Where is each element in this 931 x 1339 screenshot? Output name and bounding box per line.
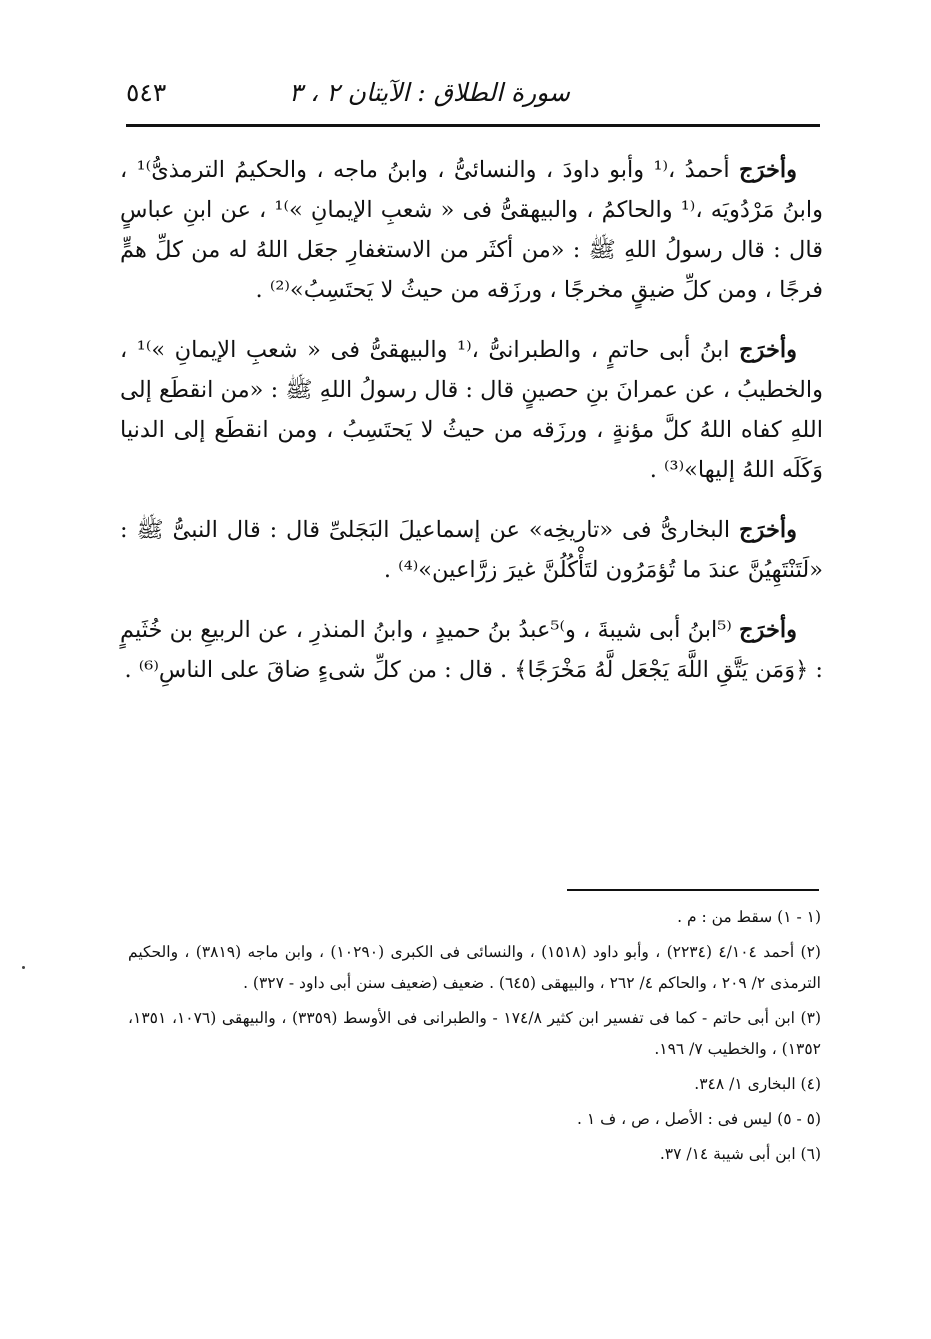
paragraph-text: البخارىُّ فى «تاريخِه» عن إسماعيلَ البَجَلىِّ قال : قال النبىُّ ﷺ : «لَتَنْتَهِيُنَّ عندَ ما تُؤمَرُون لتَأْكُلُنَّ غيرَ زرَّاعين»⁽⁴⁾ .: [120, 517, 823, 583]
footnote-2: (٢) أحمد ٤/١٠٤ (٢٢٣٤) ، وأبو داود (١٥١٨) ، والنسائى فى الكبرى (١٠٢٩٠) ، وابن ماجه (٣٨١٩) ، والحكيم الترمذى ٢/ ٢٠٩ ، والحاكم ٤/ ٢٦٢ ، والبيهقى (٦٤٥) . ضعيف (ضعيف سنن أبى داود - ٣٢٧) .: [128, 943, 821, 992]
footnote-separator: [567, 889, 819, 891]
paragraph-lead: وأخرَج: [739, 517, 797, 543]
paragraph-text: ابنُ أبى حاتمٍ ، والطبرانىُّ ،⁽¹ والبيهقىُّ فى « شعبِ الإيمانِ »⁾¹ ، والخطيبُ ، عن عمرانَ بنِ حصينٍ قال : قال رسولُ اللهِ ﷺ : «من انقطَع إلى اللهِ كفاه اللهُ كلَّ مؤنةٍ ، ورزَقه من حيثُ لا يَحتَسِبُ ، ومن انقطَع إلى الدنيا وَكَلَه اللهُ إليها»⁽³⁾ .: [120, 337, 823, 483]
paragraph-3: [120, 510, 823, 590]
footnote-4: (٤) البخارى ١/ ٣٤٨.: [694, 1075, 821, 1093]
paragraph-lead: وأخرَج: [739, 617, 797, 643]
running-title: سورة الطلاق : الآيتان ٢ ، ٣: [288, 78, 570, 107]
footnote-6: (٦) ابن أبى شيبة ١٤/ ٣٧.: [659, 1145, 821, 1163]
main-text: [120, 150, 823, 710]
header-rule: [126, 124, 820, 127]
paragraph-text: أحمدُ ،⁽¹ وأبو داودَ ، والنسائىُّ ، وابنُ ماجه ، والحكيمُ الترمذىُّ⁾¹ ، وابنُ مَرْدُويَه ،⁽¹ والحاكمُ ، والبيهقىُّ فى « شعبِ الإيمانِ »⁾¹ ، عن ابنِ عباسٍ قال : قال رسولُ اللهِ ﷺ : «من أكثَر من الاستغفارِ جعَل اللهُ له من كلِّ همٍّ فرجًا ، ومن كلِّ ضيقٍ مخرجًا ، ورزَقه من حيثُ لا يَحتَسِبُ»⁽²⁾ .: [120, 157, 823, 303]
paragraph-1: [120, 150, 823, 310]
footnote-3: (٣) ابن أبى حاتم - كما فى تفسير ابن كثير ١٧٤/٨ - والطبرانى فى الأوسط (٣٣٥٩) ، والبيهقى (١٠٧٦، ١٣٥١، ١٣٥٢) ، والخطيب ٧/ ١٩٦.: [128, 1009, 821, 1058]
footnote-1: (١ - ١) سقط من : م .: [677, 908, 821, 926]
page-header: [126, 78, 820, 118]
page-number: ٥٤٣: [126, 78, 167, 107]
paragraph-text: ⁽⁵ابنُ أبى شيبةَ ، و⁾⁵عبدُ بنُ حميدٍ ، وابنُ المنذرِ ، عن الربيعِ بن خُثَيمٍ : ﴿وَمَن يَتَّقِ اللَّهَ يَجْعَل لَّهُ مَخْرَجًا﴾ . قال : من كلِّ شىءٍ ضاقَ على الناسِ⁽⁶⁾ .: [120, 617, 823, 683]
footnotes: [128, 902, 821, 1174]
paragraph-lead: وأخرَج: [739, 157, 798, 183]
paragraph-2: [120, 330, 823, 490]
paragraph-lead: وأخرَج: [739, 337, 797, 363]
paragraph-4: [120, 610, 823, 690]
scan-speck: [22, 966, 25, 969]
footnote-5: (٥ - ٥) ليس فى : الأصل ، ص ، ف ١ .: [577, 1110, 821, 1128]
